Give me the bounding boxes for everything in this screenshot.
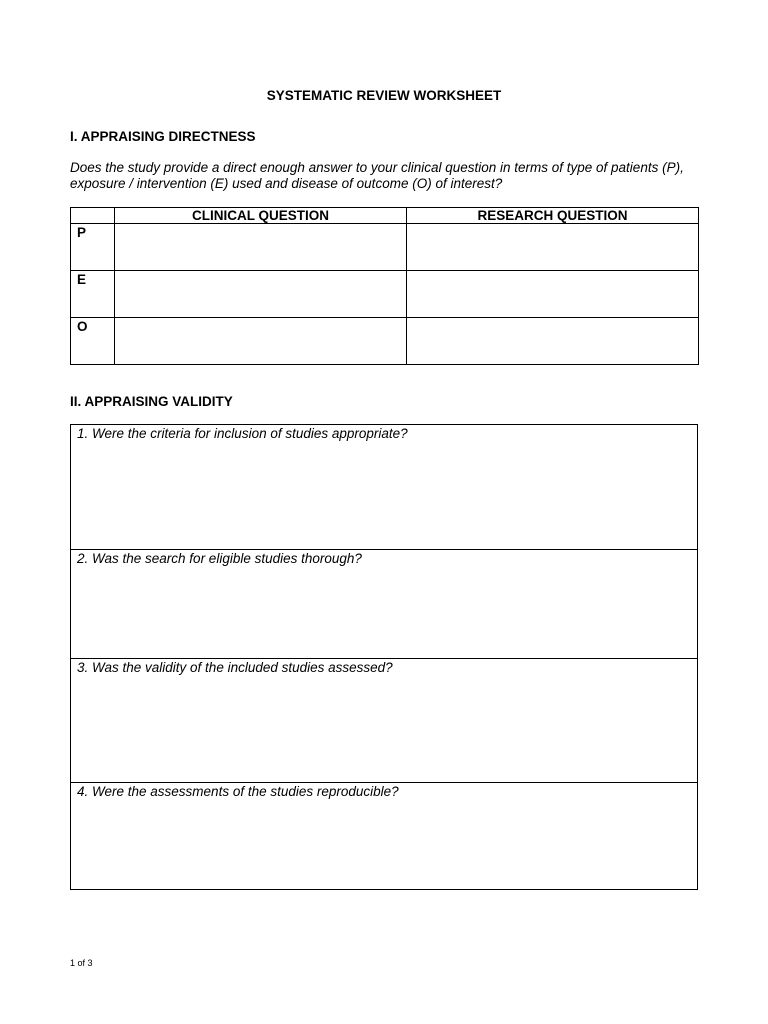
peo-table-header-label — [71, 208, 115, 224]
table-row — [71, 224, 699, 271]
peo-table-header-research: RESEARCH QUESTION — [407, 208, 699, 224]
peo-cell-e-clinical[interactable] — [115, 271, 407, 318]
peo-cell-p-research[interactable] — [407, 224, 699, 271]
table-row — [71, 271, 699, 318]
peo-row-label-e: E — [71, 271, 115, 318]
peo-cell-o-research[interactable] — [407, 318, 699, 365]
validity-question-4[interactable]: 4. Were the assessments of the studies reproducible? — [71, 782, 697, 889]
validity-question-1[interactable]: 1. Were the criteria for inclusion of studies appropriate? — [77, 426, 408, 441]
peo-row-label-p: P — [71, 224, 115, 271]
validity-question-2[interactable]: 2. Was the search for eligible studies thorough? — [71, 549, 697, 658]
validity-question-box — [70, 424, 698, 890]
table-row — [71, 318, 699, 365]
directness-intro-text: Does the study provide a direct enough answer to your clinical question in terms of type of patients (P), exposure / intervention (E) used and disease of outcome (O) of interest? — [70, 160, 684, 191]
section-heading-directness: I. APPRAISING DIRECTNESS — [70, 129, 256, 144]
peo-table-header-clinical: CLINICAL QUESTION — [115, 208, 407, 224]
peo-cell-p-clinical[interactable] — [115, 224, 407, 271]
peo-cell-o-clinical[interactable] — [115, 318, 407, 365]
page-title: SYSTEMATIC REVIEW WORKSHEET — [266, 88, 502, 103]
peo-cell-e-research[interactable] — [407, 271, 699, 318]
peo-table — [70, 207, 699, 365]
validity-question-3[interactable]: 3. Was the validity of the included studies assessed? — [71, 658, 697, 782]
peo-row-label-o: O — [71, 318, 115, 365]
page-number: 1 of 3 — [70, 958, 93, 968]
section-heading-validity: II. APPRAISING VALIDITY — [70, 394, 233, 409]
peo-table-header-row — [71, 208, 699, 224]
